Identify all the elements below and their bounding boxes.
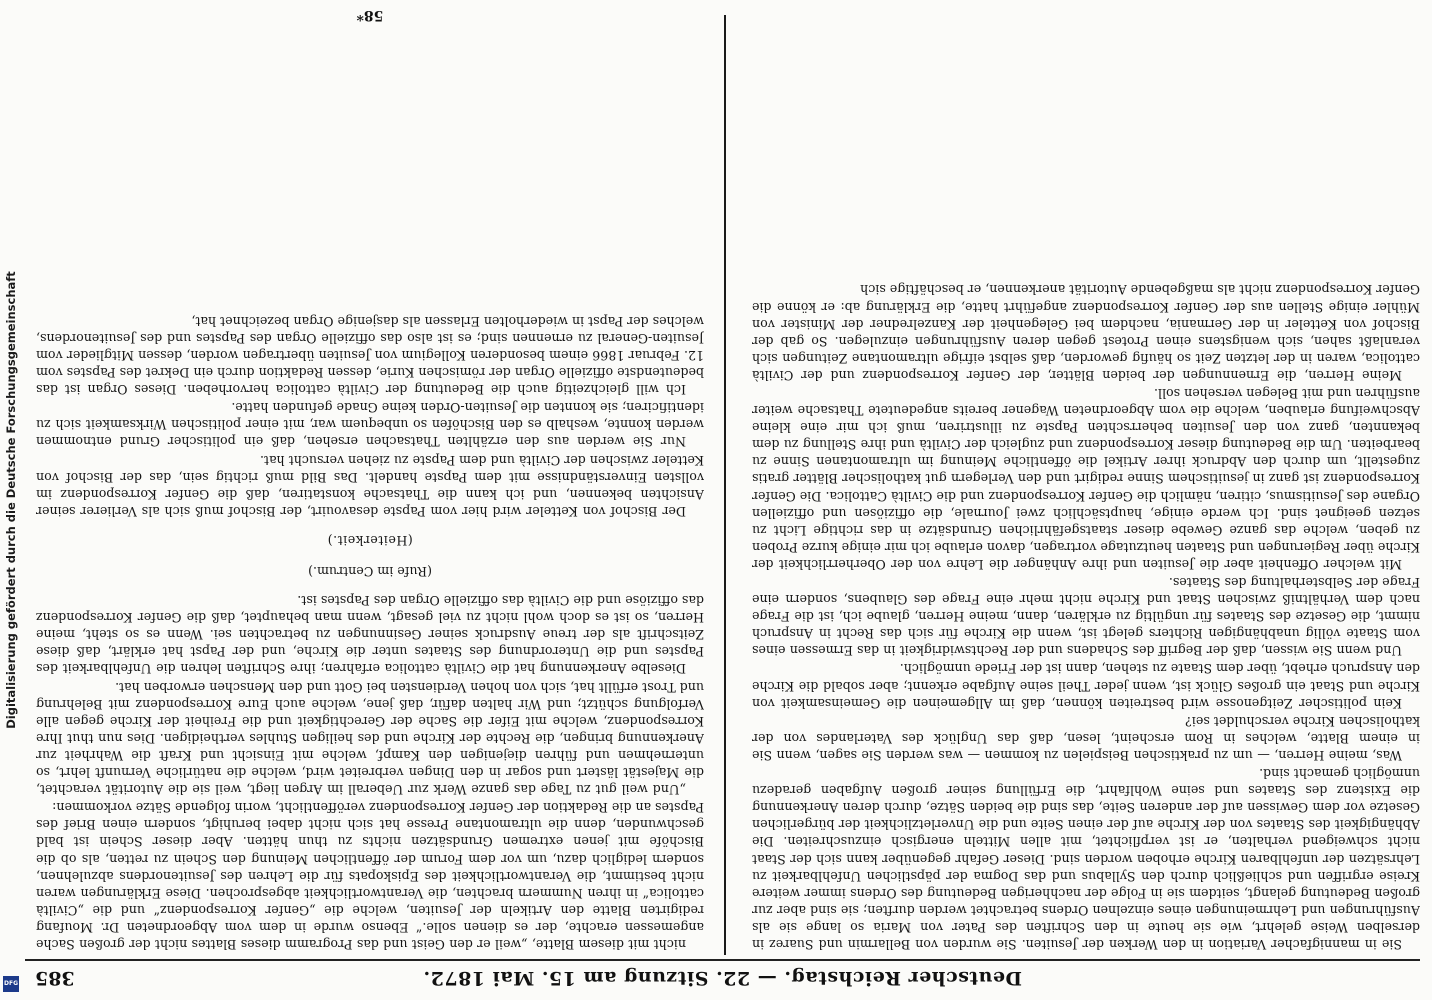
paragraph: Und wenn Sie wissen, daß der Begriff des Schadens und der Rechtswidrigkeit in das Ermessen eines vom Staate völlig unabhängigen Richters gelegt ist, wenn die Kirche für sich das Recht in Anspruch nimmt, die Gesetze des Staates für ungültig zu erklären, dann, meine Herren, glaube ich, ist die Frage nach dem Verhältniß zwischen Staat und Kirche nicht mehr eine Frage des Glaubens, sondern eine Frage der Selbsterhaltung des Staates. (752, 575, 1420, 659)
paragraph: Sie in mannigfacher Variation in den Werken der Jesuiten. Sie wurden von Bellarmin und Suarez in derselben Weise gelehrt, wie sie heute in den Schriften des Pater von Maria so lange sie als Ausführungen und Lehrmeinungen eines einzelnen Ordens betrachtet werden durften; sie sind aber zur großen Bedeutung gelangt, seitdem sie in Folge der nachherigen Bedeutung des Ordens immer weitere Kreise ergriffen und schließlich durch den Syllabus und das Dogma der päpstlichen Unfehlbarkeit zu Lehrsätzen der unfehlbaren Kirche erhoben worden sind. Dieser Gefahr gegenüber kann sich der Staat nicht schweigend verhalten, er ist verpflichtet, mit allen Mitteln energisch einzuschreiten. Die Abhängigkeit des Staates von der Kirche auf der einen Seite und die Unverletzlichkeit der bürgerlichen Gesetze vor dem Gewissen auf der anderen Seite, das sind die beiden Sätze, durch deren Anerkennung die Existenz des Staates und seine Wohlfahrt, die Erfüllung seiner großen Aufgaben geradezu unmöglich gemacht sind. (752, 766, 1420, 952)
left-column (752, 23, 1420, 953)
paragraph: Meine Herren, die Ernennungen der beiden Blätter, der Genfer Korrespondenz und der Civiltà cattolica, waren in der letzten Zeit so häufig geworden, daß selbst eifrige ultramontane Zeitungen sich veranlaßt sahen, sich wenigstens einen Protest gegen deren Ausführungen einzulegen. So gab der Bischof von Ketteler in der Germania, nachdem bei Gelegenheit der Kanzelredner der Minister von Mühler einige Stellen aus der Genfer Korrespondenz angeführt hatte, die Erklärung ab: er könne die Genfer Korrespondenz nicht als maßgebende Autorität anerkennen, er beschäftige sich (752, 282, 1420, 383)
interjection: (Rufe im Centrum.) (308, 564, 432, 580)
dfg-logo-icon: DFG (3, 976, 19, 992)
header-rule (25, 959, 1420, 961)
paragraph: Mit welcher Offenheit aber die Jesuiten und ihre Anhänger die Lehre von der Oberherrlichkeit der Kirche über Regierungen und Staaten heutzutage vortragen, davon erlaube ich mir einige kurze Proben zu geben, welche das ganze Gewebe dieser staatsgefährlichen Grundsätze in das richtige Licht zu setzen geeignet sind. Ich werde einige, hauptsächlich zwei Journale, die offiziösen und offiziellen Organe des Jesuitismus, citiren, nämlich die Genfer Korrespondenz und die Civiltà Cattolica. Die Genfer Korrespondenz ist ganz in jesuitischem Sinne redigirt und den Verlegern gut katholischer Blätter gratis zugestellt, um durch den Abdruck ihrer Artikel die öffentliche Meinung im ultramontanen Sinne zu bearbeiten. Um die Bedeutung dieser Korrespondenz und zugleich der Civiltà und ihre Stellung zu dem bekannten, ganz von den Jesuiten beherrschten Papste zu illustriren, muß ich mir eine kleine Abschweifung erlauben, welche die vom Abgeordneten Wagener bereits angedeutete Thatsache weiter ausführen und mit Belegen versehen soll. (752, 386, 1420, 572)
interjection: (Heiterkeit.) (327, 532, 413, 548)
right-column (36, 23, 704, 953)
paragraph: Was, meine Herren, — um zu praktischen Beispielen zu kommen — was werden Sie sagen, wenn Sie in einem Blatte, welches in Rom erscheint, lesen, daß das Unglück des Vaterlandes von der katholischen Kirche verschuldet sei? (752, 713, 1420, 763)
column-divider (724, 15, 726, 955)
page-number: 385 (35, 967, 75, 989)
paragraph: Kein politischer Zeitgenosse wird bestreiten können, daß im Allgemeinen die Gemeinsamkeit von Kirche und Staat ein großes Glück ist, wenn jeder Theil seine Aufgabe erkennt; aber sobald die Kirche den Anspruch erhebt, über dem Staate zu stehen, dann ist der Friede unmöglich. (752, 661, 1420, 711)
paragraph: nicht mit diesem Blatte, „weil er den Geist und das Programm dieses Blattes nicht der großen Sache angemessen erachte, der es dienen solle.“ Ebenso wurde in dem vom Abgeordneten Dr. Moufang redigirten Blatte den Artikeln der Jesuiten, welche die „Genfer Korrespondenz“ und die „Civiltà cattolica“ in ihren Nummern brachten, die Verantwortlichkeit abgesprochen. Diese Erklärungen waren nicht bestimmt, die Verantwortlichkeit des Episkopats für die Lehren des Jesuitenordens abzulehnen, sondern lediglich dazu, um vor dem Forum der öffentlichen Meinung den Schein zu retten, als ob die Bischöfe mit jenen extremen Grundsätzen nichts zu thun hätten. Aber dieser Schein ist bald geschwunden, denn die ultramontane Presse hat sich nicht dabei beruhigt, sondern einen Brief des Papstes an die Redaktion der Genfer Korrespondenz veröffentlicht, worin folgende Sätze vorkommen: (36, 800, 704, 952)
page-header (25, 963, 1420, 995)
paragraph: Der Bischof von Ketteler wird hier vom Papste desavouirt, der Bischof muß sich als Verlierer seiner Ansichten bekennen, und ich kann die Thatsache konstatiren, daß die Genfer Korrespondenz im vollsten Einverständnisse mit dem Papste handelt. Das Bild muß richtig sein, das der Bischof von Ketteler zwischen der Civiltà und dem Papste zu ziehen versucht hat. (36, 452, 704, 519)
paragraph: Ich will gleichzeitig auch die Bedeutung der Civiltà cattolica hervorheben. Dieses Organ ist das bedeutendste offizielle Organ der römischen Kurie, dessen Redaktion durch ein Dekret des Papstes vom 12. Februar 1866 einem besonderen Kollegium von Jesuiten übertragen worden, dessen Mitglieder vom Jesuiten-General zu ernennen sind; es ist also das offizielle Organ des Papstes und des Jesuitenordens, welches der Papst in wiederholten Erlassen als dasjenige Organ bezeichnet hat, (36, 313, 704, 398)
newspaper-scan (25, 5, 1420, 995)
paragraph: Dieselbe Anerkennung hat die Civiltà cattolica erfahren; ihre Schriften lehren die Unfehlbarkeit des Papstes und die Unterordnung des Staates unter die Kirche, und der Papst hat erklärt, daß diese Zeitschrift als der treue Ausdruck seiner Gesinnungen zu betrachten sei. Wenn es so steht, meine Herren, so ist es doch wohl nicht zu viel gesagt, wenn man behauptet, daß die Genfer Korrespondenz das offiziöse und die Civiltà das offizielle Organ des Papstes ist. (36, 593, 704, 677)
credit-text: Digitalisierung gefördert durch die Deutsche Forschungsgemeinschaft (4, 271, 18, 729)
digitization-credit (2, 20, 20, 980)
signature-mark: 58* (356, 7, 384, 23)
paragraph: Nur Sie werden aus den erzählten Thatsachen ersehen, daß ein politischer Grund entnommen werden konnte, weshalb es den Bischöfen so unbequem war, mit einer politischen Wirksamkeit sich zu identificiren; sie konnten die Jesuiten-Orden keine Gnade gefunden hatte. (36, 400, 704, 450)
paragraph: „Und weil gut zu Tage das ganze Werk zur Ueberall im Argen liegt, weil sie die Autorität verachtet, die Majestät lästert und sogar in den Dingen verbreitet wird, welche die natürliche Vernunft lehrt, so unternehmen und führen diejenigen den Kampf, welche mit Einsicht und Kraft die Wahrheit zur Anerkennung bringen, die Rechte der Kirche und des heiligen Stuhles vertheidigen. Dies nun thut Ihre Korrespondenz, welche mit Eifer die Sache der Gerechtigkeit und die Freiheit der Kirche gegen alle Verfolgung schützt; und Wir halten dafür, daß jene, welche auch Eure Korrespondenz mit Belehrung und Trost erfüllt hat, sich von hohen Verdiensten bei Gott und den Menschen erworben hat. (36, 679, 704, 798)
running-title: Deutscher Reichstag. — 22. Sitzung am 15. Mai 1872. (423, 967, 1022, 989)
